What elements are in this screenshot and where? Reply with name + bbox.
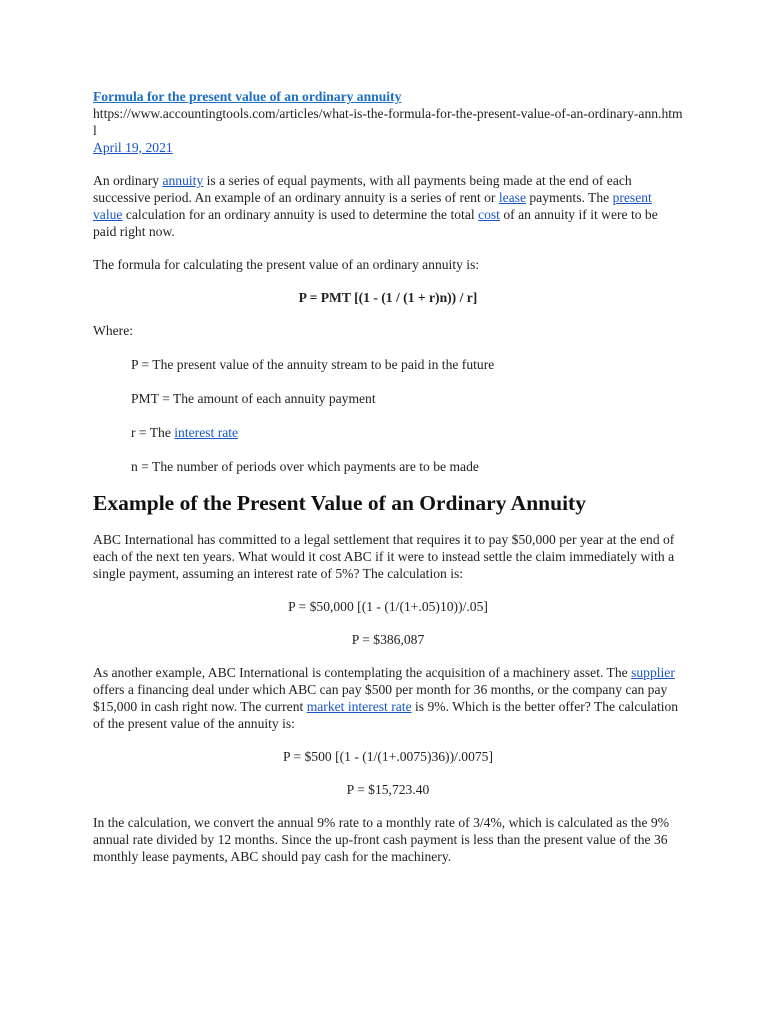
- example-heading: Example of the Present Value of an Ordinary Annuity: [93, 491, 586, 515]
- definition-pmt: PMT = The amount of each annuity payment: [131, 391, 376, 406]
- cost-link[interactable]: cost: [478, 207, 500, 222]
- where-label: Where:: [93, 323, 133, 338]
- example1-result: P = $386,087: [351, 632, 425, 647]
- example2-result: P = $15,723.40: [346, 782, 430, 797]
- conclusion-paragraph: In the calculation, we convert the annual 9% rate to a monthly rate of 3/4%, which is calculated as the 9% annual rate divided by 12 months. Since the up-front cash payment is less than the present value of the 36 monthly lease payments, ABC should pay cash for the machinery.: [93, 815, 670, 864]
- definition-n: n = The number of periods over which payments are to be made: [131, 459, 479, 474]
- example2-paragraph: [93, 664, 683, 732]
- intro-text-2: is a series of equal payments, with all payments being made at the end of each successive period. An example of an ordinary annuity is a series of rent or: [93, 173, 632, 205]
- example1-calculation: P = $50,000 [(1 - (1/(1+.05)10))/.05]: [288, 599, 488, 614]
- example2-calculation: P = $500 [(1 - (1/(1+.0075)36))/.0075]: [282, 749, 494, 764]
- annuity-link[interactable]: annuity: [162, 173, 204, 188]
- interest-rate-link[interactable]: interest rate: [174, 425, 239, 440]
- example1-paragraph: ABC International has committed to a legal settlement that requires it to pay $50,000 per year at the end of each of the next ten years. What would it cost ABC if it were to instead settle the claim immediately with a single payment, assuming an interest rate of 5%? The calculation is:: [93, 532, 675, 581]
- formula-intro: The formula for calculating the present value of an ordinary annuity is:: [93, 257, 480, 272]
- definition-p: P = The present value of the annuity stream to be paid in the future: [131, 357, 495, 372]
- market-interest-rate-link[interactable]: market interest rate: [306, 699, 412, 714]
- article-title-paragraph: [93, 88, 683, 105]
- article-date-paragraph: [93, 139, 683, 156]
- example2-text-3: is 9%. Which is the better offer? The calculation of the present value of the annuity is:: [93, 699, 679, 731]
- example2-text-1: As another example, ABC International is contemplating the acquisition of a machinery asset. The: [93, 665, 632, 680]
- definition-r-prefix: r = The: [131, 425, 175, 440]
- intro-text-4: calculation for an ordinary annuity is used to determine the total: [122, 207, 479, 222]
- article-url: https://www.accountingtools.com/articles/what-is-the-formula-for-the-present-value-of-an-ordinary-ann.html: [93, 106, 683, 138]
- article-date-link[interactable]: April 19, 2021: [93, 140, 173, 155]
- lease-link[interactable]: lease: [498, 190, 526, 205]
- intro-paragraph: [93, 172, 683, 240]
- present-value-link[interactable]: present value: [93, 190, 652, 222]
- annuity-formula: P = PMT [(1 - (1 / (1 + r)n)) / r]: [298, 290, 478, 305]
- intro-text-1: An ordinary: [93, 173, 163, 188]
- definition-r: [93, 424, 683, 441]
- example2-text-2: offers a financing deal under which ABC can pay $500 per month for 36 months, or the company can pay $15,000 in cash right now. The current: [93, 682, 668, 714]
- supplier-link[interactable]: supplier: [631, 665, 675, 680]
- document-page: [93, 88, 683, 865]
- article-title-link[interactable]: Formula for the present value of an ordinary annuity: [93, 89, 402, 104]
- intro-text-3: payments. The: [525, 190, 613, 205]
- intro-text-5: of an annuity if it were to be paid right now.: [93, 207, 658, 239]
